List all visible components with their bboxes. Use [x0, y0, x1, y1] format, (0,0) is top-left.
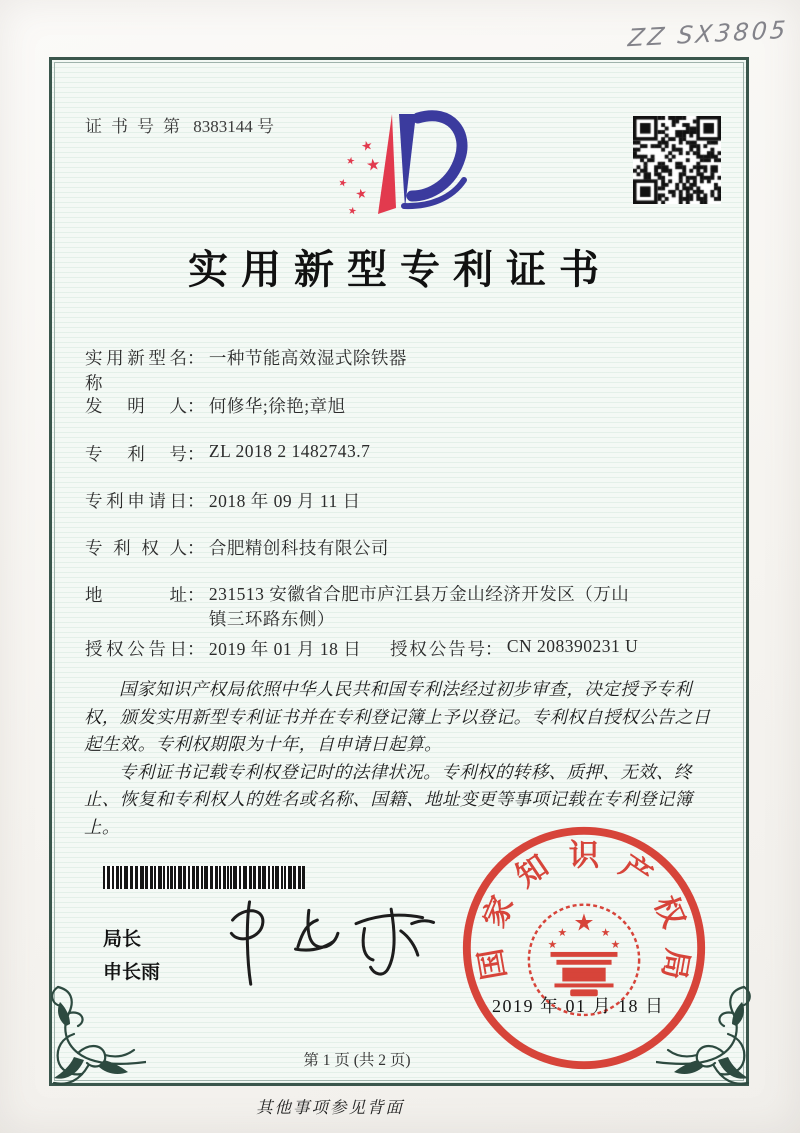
seal-char: 知 — [509, 848, 555, 894]
field-label: 发明人 — [85, 396, 187, 416]
field-value: ZL 2018 2 1482743.7 — [208, 441, 371, 461]
field-label: 实用新型名称 — [85, 348, 187, 393]
field-row-address — [85, 582, 740, 632]
field-label: 专利权人 — [85, 538, 187, 558]
field-row-grant-date — [85, 636, 740, 661]
svg-text:★: ★ — [573, 908, 595, 937]
svg-text:★: ★ — [547, 938, 558, 951]
colon: ： — [187, 444, 205, 464]
field-value: 合肥精创科技有限公司 — [208, 538, 389, 558]
legal-paragraph-1: 国家知识产权局依照中华人民共和国专利法经过初步审查，决定授予专利权，颁发实用新型专利证书并在专利登记簿上予以登记。专利权自授权公告之日起生效。专利权期限为十年，自申请日起算。 — [84, 679, 711, 754]
seal-char: 家 — [477, 891, 521, 933]
field-value: CN 208390231 U — [506, 636, 639, 656]
reverse-side-note: 其他事项参见背面 — [256, 1098, 404, 1117]
colon: ： — [187, 585, 205, 605]
field-grant-number — [390, 636, 638, 661]
seal-char: 权 — [647, 891, 691, 933]
svg-text:★: ★ — [347, 205, 358, 218]
field-label: 专利申请日 — [85, 491, 187, 511]
field-label: 地址 — [85, 585, 187, 605]
field-label: 授权公告号 — [390, 639, 485, 659]
svg-text:★: ★ — [610, 938, 621, 951]
svg-text:★: ★ — [557, 926, 568, 940]
corner-flourish-icon — [656, 982, 774, 1094]
colon: ： — [187, 538, 205, 558]
field-row-inventors — [85, 393, 740, 418]
field-label: 专利号 — [85, 444, 187, 464]
legal-text — [84, 676, 720, 841]
svg-text:★: ★ — [354, 186, 369, 203]
corner-flourish-icon — [28, 982, 146, 1094]
certificate-number-suffix: 号 — [257, 117, 283, 136]
field-value: 231513 安徽省合肥市庐江县万金山经济开发区（万山镇三环路东侧） — [208, 584, 630, 629]
director-title: 局长 — [103, 929, 142, 950]
cnipa-logo-icon — [330, 106, 470, 228]
certificate-number: 8383144 — [193, 117, 253, 136]
colon: ： — [187, 491, 205, 511]
svg-text:★: ★ — [364, 154, 382, 175]
field-value: 2019 年 01 月 18 日 — [208, 639, 362, 659]
certificate-number-line — [85, 112, 283, 137]
field-label: 授权公告日 — [85, 639, 187, 659]
colon: ： — [187, 639, 205, 659]
page-number: 第 1 页 (共 2 页) — [303, 1052, 411, 1069]
certificate-number-prefix: 证书号第 — [85, 117, 189, 136]
seal-char: 国 — [473, 946, 513, 983]
field-value: 一种节能高效湿式除铁器 — [208, 348, 407, 368]
certificate-title: 实用新型专利证书 — [188, 247, 612, 292]
director-name: 申长雨 — [103, 962, 161, 983]
svg-text:★: ★ — [336, 177, 349, 190]
svg-text:★: ★ — [600, 926, 611, 940]
director-signature — [212, 888, 442, 992]
field-row-filing-date — [85, 488, 740, 513]
seal-date: 2019 年 01 月 18 日 — [492, 996, 665, 1016]
seal-char: 产 — [613, 848, 659, 894]
legal-paragraph-2: 专利证书记载专利权登记时的法律状况。专利权的转移、质押、无效、终止、恢复和专利权人的姓名或名称、国籍、地址变更等事项记载在专利登记簿上。 — [84, 761, 693, 837]
field-row-patentee — [85, 535, 740, 560]
seal-char: 识 — [568, 838, 600, 873]
svg-text:★: ★ — [359, 137, 375, 156]
colon: ： — [485, 639, 503, 659]
svg-text:★: ★ — [345, 155, 356, 168]
qr-code — [633, 116, 721, 204]
barcode — [103, 866, 305, 889]
field-value: 何修华;徐艳;章旭 — [208, 396, 346, 416]
field-value: 2018 年 09 月 11 日 — [208, 491, 361, 511]
colon: ： — [187, 348, 205, 368]
colon: ： — [187, 396, 205, 416]
field-row-utility-model-name — [85, 345, 740, 395]
handwritten-note: ZZ SX3805 — [626, 15, 790, 53]
field-row-patent-number — [85, 441, 740, 466]
seal-char: 局 — [655, 946, 695, 983]
